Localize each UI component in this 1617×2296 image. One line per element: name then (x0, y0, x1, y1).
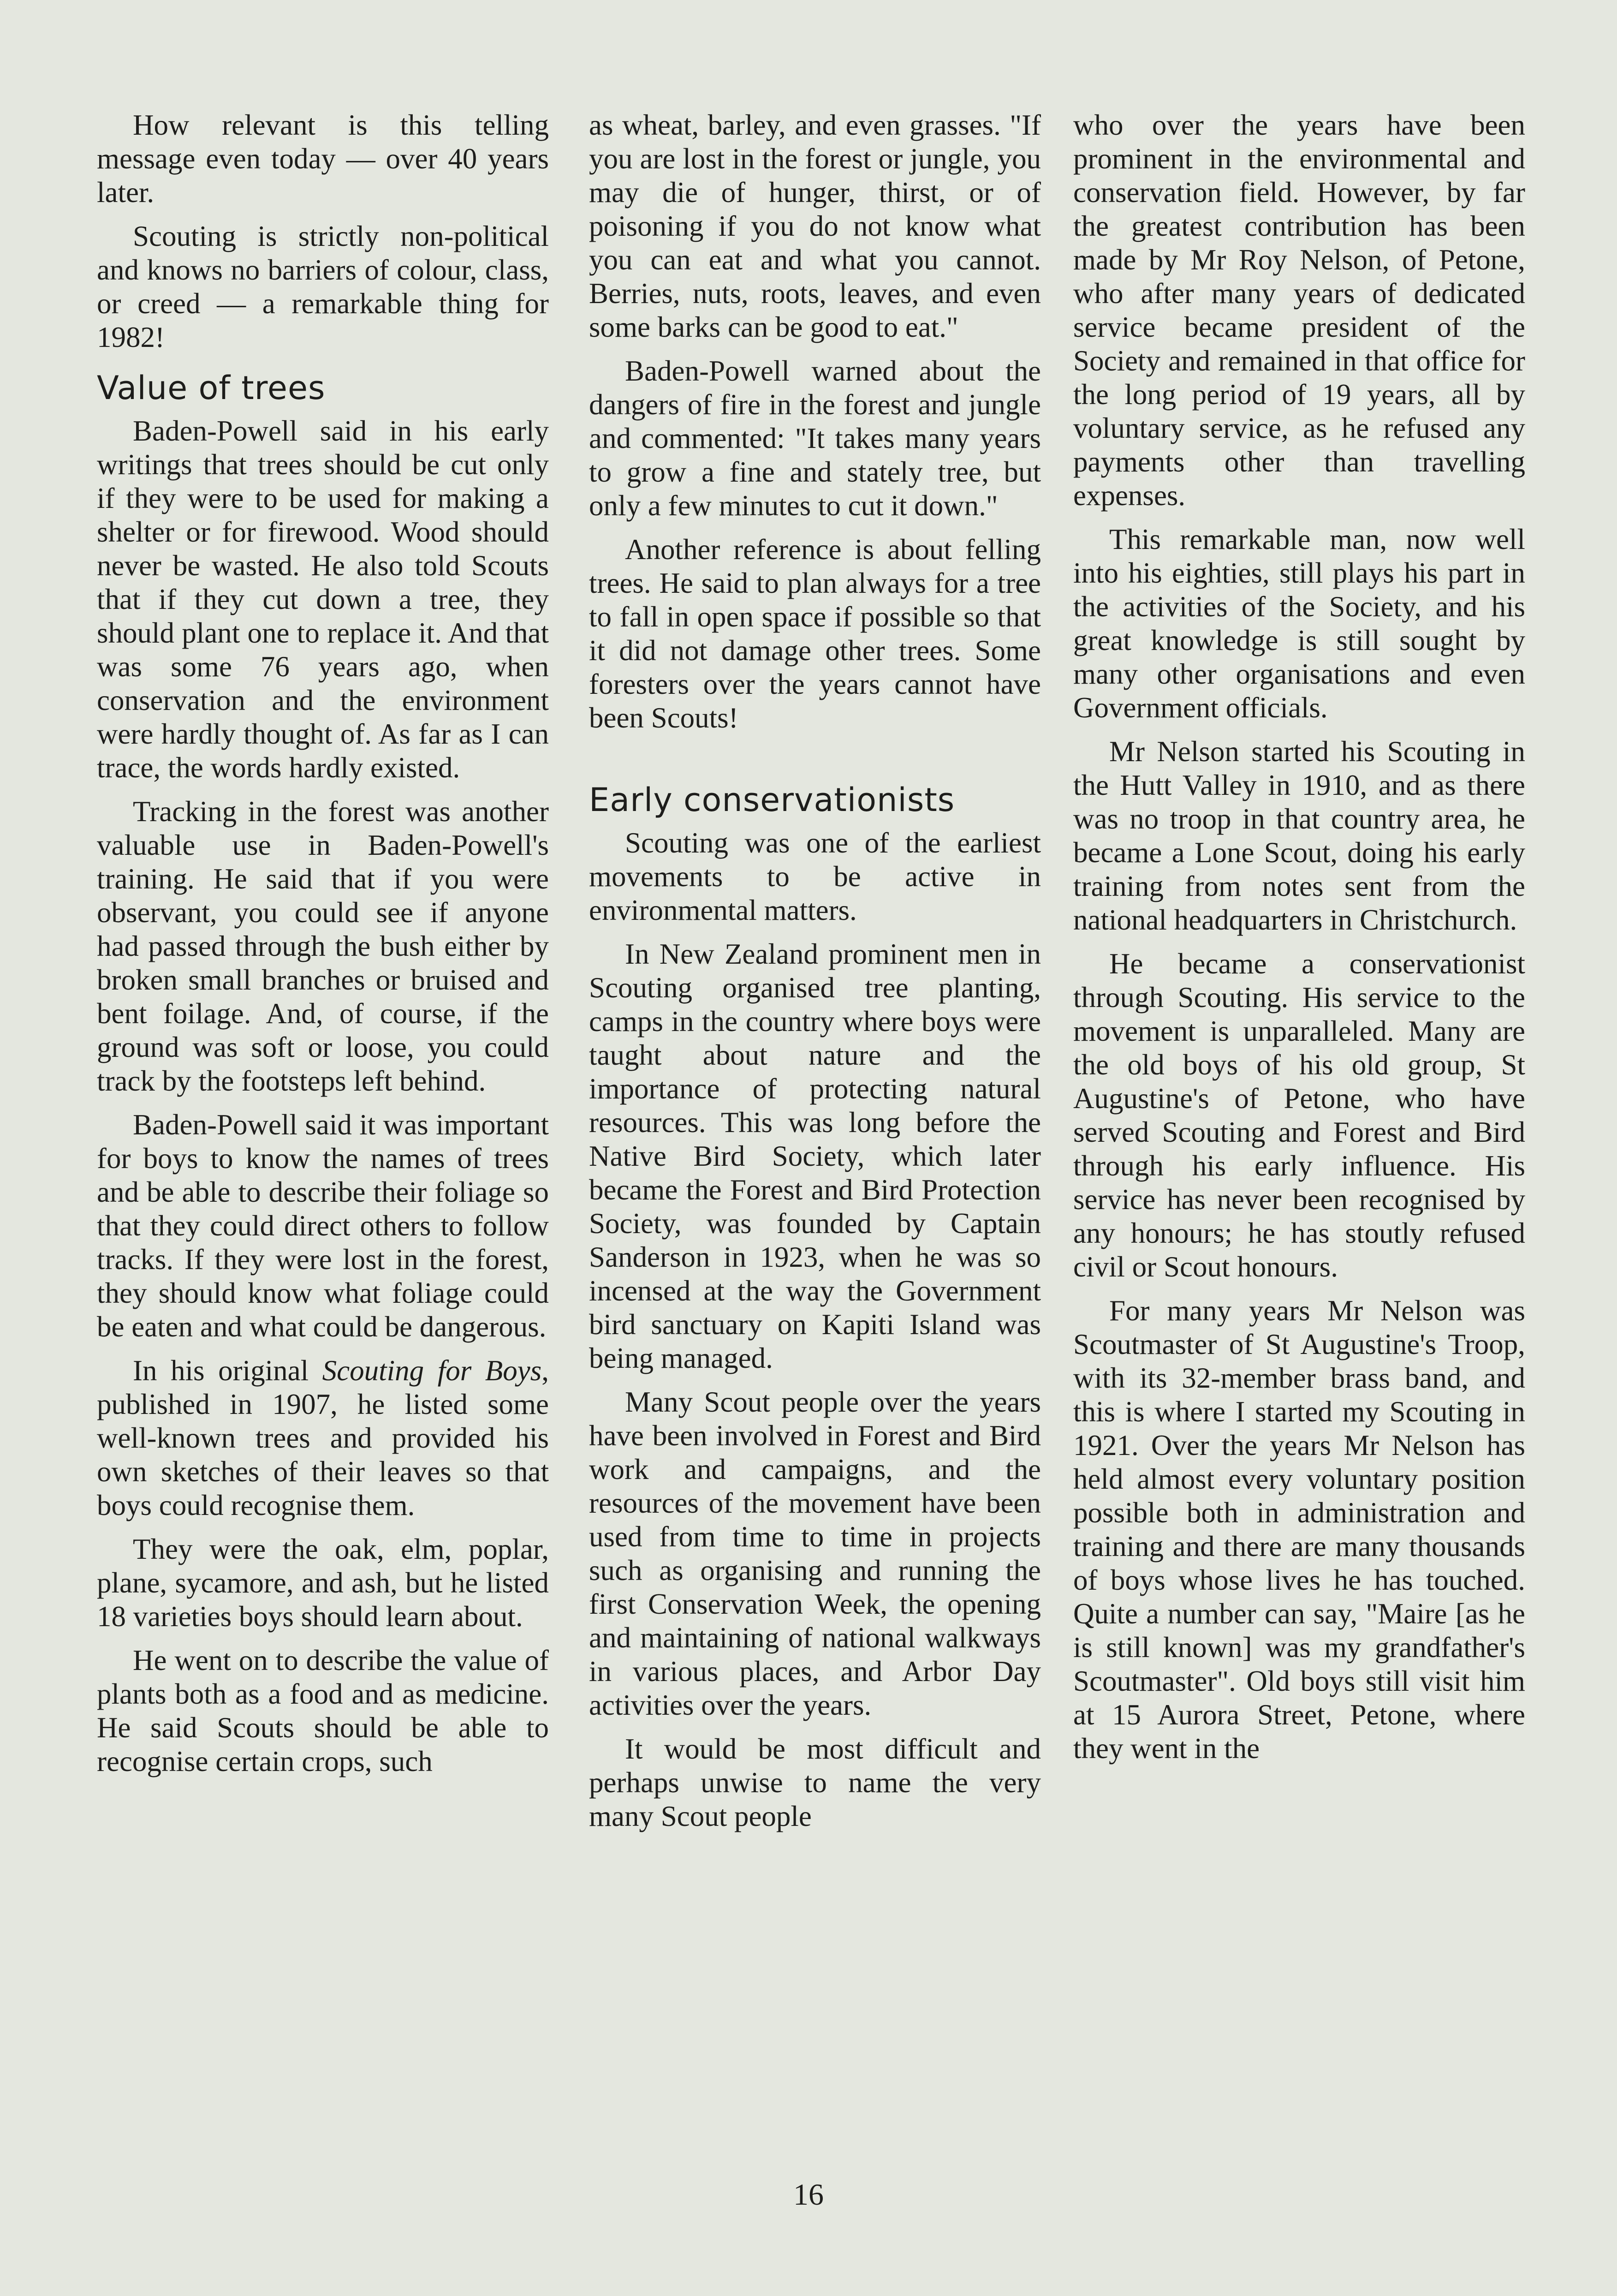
paragraph: as wheat, barley, and even grasses. "If you are lost in the forest or jungle, you may die of hunger, thirst, or of poisoning if you do not know what you can eat and what you cannot. Berries, nuts, roots, leaves, and even some barks can be good to eat." (589, 109, 1041, 343)
paragraph-text: , published in 1907, he listed some well-known trees and provided his own sketches of their leaves so that boys could recognise them. (97, 1354, 549, 1521)
paragraph: Baden-Powell warned about the dangers of fire in the forest and jungle and commented: "It takes many years to grow a fine and stately tree, but only a few minutes to cut it down." (589, 355, 1041, 522)
section-heading-early-conservationists: Early conservationists (589, 781, 955, 819)
paragraph: For many years Mr Nelson was Scoutmaster of St Augustine's Troop, with its 32-member brass band, and this is where I started my Scouting in 1921. Over the years Mr Nelson has held almost every voluntary position possible both in administration and training and there are many thousands of boys whose lives he has touched. Quite a number can say, "Maire [as he is still known] was my grandfather's Scoutmaster". Old boys still visit him at 15 Aurora Street, Petone, where they went in the (1073, 1294, 1525, 1765)
paragraph: Tracking in the forest was another valuable use in Baden-Powell's training. He said that if you were observant, you could see if anyone had passed through the bush either by broken small branches or bruised and bent foilage. And, of course, if the ground was soft or loose, you could track by the footsteps left behind. (97, 795, 549, 1097)
paragraph: Mr Nelson started his Scouting in the Hutt Valley in 1910, and as there was no troop in that country area, he became a Lone Scout, doing his early training from notes sent from the national headquarters in Christchurch. (1073, 735, 1525, 936)
paragraph: He became a conservationist through Scouting. His service to the movement is unparalleled. Many are the old boys of his old group, St Augustine's of Petone, who have served Scouting and Forest and Bird through his early influence. His service has never been recognised by any honours; he has stoutly refused civil or Scout honours. (1073, 948, 1525, 1283)
section-heading-value-of-trees: Value of trees (97, 369, 326, 407)
paragraph: It would be most difficult and perhaps unwise to name the very many Scout people (589, 1733, 1041, 1832)
paragraph: Scouting is strictly non-political and knows no barriers of colour, class, or creed — a remarkable thing for 1982! (97, 220, 549, 353)
paragraph (97, 1354, 549, 1522)
paragraph: Another reference is about felling trees. He said to plan always for a tree to fall in open space if possible so that it did not damage other trees. Some foresters over the years cannot have been Scouts! (589, 533, 1041, 734)
article-column-1 (97, 108, 549, 1789)
article-column-3 (1073, 108, 1525, 1776)
paragraph: Baden-Powell said it was important for boys to know the names of trees and be able to describe their foliage so that they could direct others to follow tracks. If they were lost in the forest, they should know what foliage could be eaten and what could be dangerous. (97, 1109, 549, 1343)
paragraph: They were the oak, elm, poplar, plane, sycamore, and ash, but he listed 18 varieties boys should learn about. (97, 1533, 549, 1633)
paragraph: who over the years have been prominent in the environmental and conservation field. However, by far the greatest contribution has been made by Mr Roy Nelson, of Petone, who after many years of dedicated service became president of the Society and remained in that office for the long period of 19 years, all by voluntary service, as he refused any payments other than travelling expenses. (1073, 109, 1525, 512)
page-number: 16 (793, 2178, 824, 2212)
article-column-2 (589, 108, 1041, 1843)
paragraph: This remarkable man, now well into his eighties, still plays his part in the activities of the Society, and his great knowledge is still sought by many other organisations and even Government officials. (1073, 523, 1525, 724)
paragraph: How relevant is this telling message even today — over 40 years later. (97, 109, 549, 209)
paragraph: Baden-Powell said in his early writings that trees should be cut only if they were to be used for making a shelter or for firewood. Wood should never be wasted. He also told Scouts that if they cut down a tree, they should plant one to replace it. And that was some 76 years ago, when conservation and the environment were hardly thought of. As far as I can trace, the words hardly existed. (97, 415, 549, 784)
book-title: Scouting for Boys (322, 1354, 542, 1387)
paragraph: In New Zealand prominent men in Scouting organised tree planting, camps in the country where boys were taught about nature and the importance of protecting natural resources. This was long before the Native Bird Society, which later became the Forest and Bird Protection Society, was founded by Captain Sanderson in 1923, when he was so incensed at the way the Government bird sanctuary on Kapiti Island was being managed. (589, 938, 1041, 1374)
paragraph: He went on to describe the value of plants both as a food and as medicine. He said Scouts should be able to recognise certain crops, such (97, 1644, 549, 1777)
paragraph-text: In his original (133, 1354, 322, 1387)
paragraph: Scouting was one of the earliest movements to be active in environmental matters. (589, 827, 1041, 926)
paragraph: Many Scout people over the years have been involved in Forest and Bird work and campaigns, and the resources of the movement have been used from time to time in projects such as organising and running the first Conservation Week, the opening and maintaining of national walkways in various places, and Arbor Day activities over the years. (589, 1386, 1041, 1721)
